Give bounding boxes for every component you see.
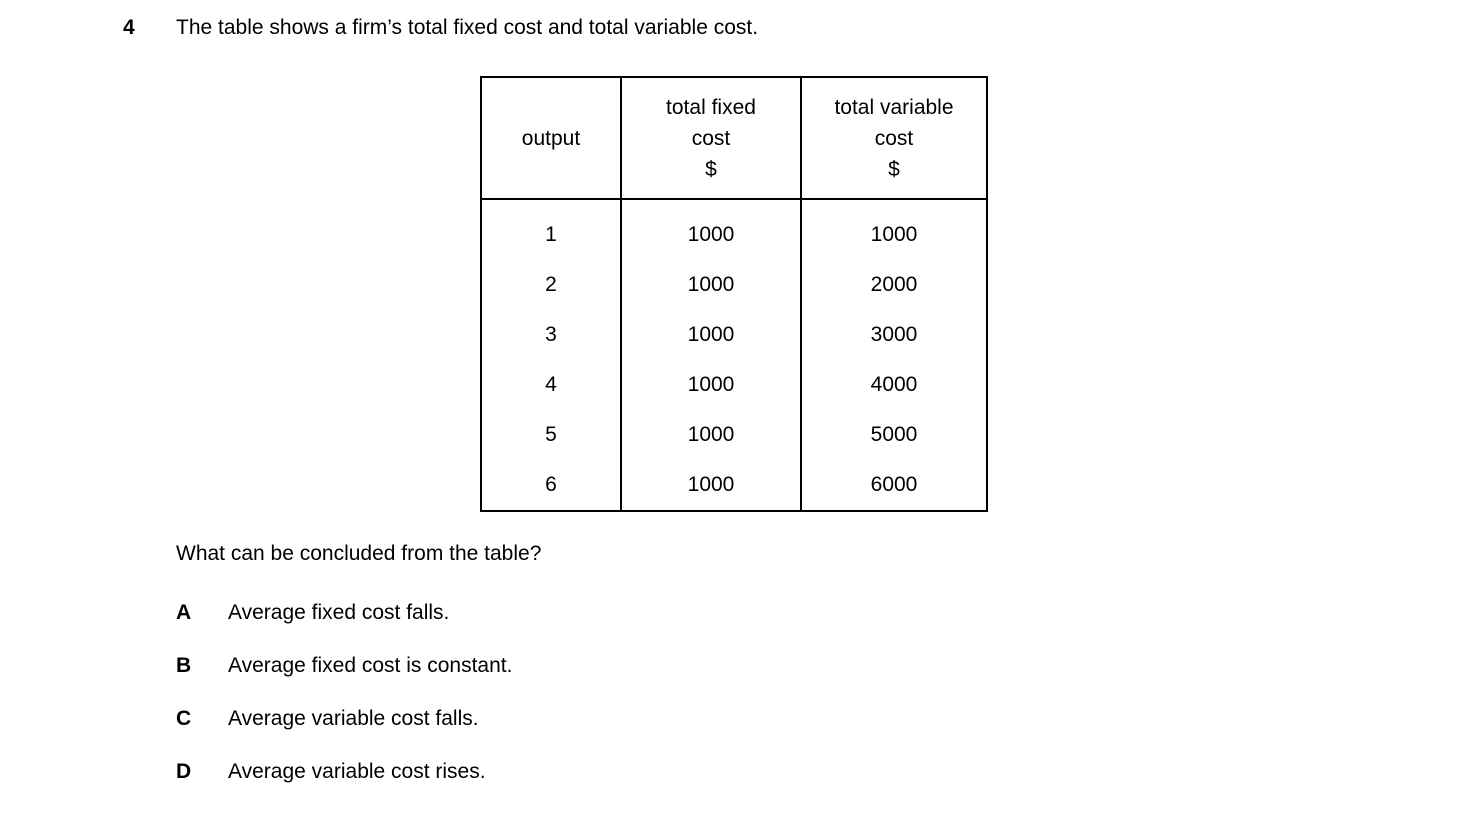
question-stem: The table shows a firm’s total fixed cost and total variable cost.: [176, 16, 759, 39]
option-c-letter: C: [176, 707, 192, 730]
table-row: [481, 310, 987, 360]
cell-output: 1: [481, 199, 621, 260]
option-a: [176, 601, 512, 624]
question-number: 4: [123, 16, 135, 39]
cell-total-fixed-cost: 1000: [621, 260, 801, 310]
option-b: [176, 654, 512, 677]
tfc-header-line2: cost: [691, 126, 731, 150]
cell-total-variable-cost: 5000: [801, 410, 987, 460]
cell-total-variable-cost: 6000: [801, 460, 987, 511]
cell-total-fixed-cost: 1000: [621, 410, 801, 460]
col-header-total-fixed-cost: [621, 77, 801, 199]
table-header-row: [481, 77, 987, 199]
col-header-output-label: output: [521, 126, 581, 150]
option-a-text: Average fixed cost falls.: [228, 601, 450, 624]
options-list: [176, 601, 512, 813]
cell-total-fixed-cost: 1000: [621, 310, 801, 360]
cell-total-fixed-cost: 1000: [621, 360, 801, 410]
tvc-header-line1: total variable: [834, 95, 954, 119]
tvc-header-line2: cost: [874, 126, 914, 150]
tfc-header-line1: total fixed: [666, 95, 756, 119]
option-d-text: Average variable cost rises.: [228, 760, 486, 783]
cell-total-variable-cost: 3000: [801, 310, 987, 360]
cell-total-variable-cost: 2000: [801, 260, 987, 310]
option-c: [176, 707, 512, 730]
option-b-letter: B: [176, 654, 192, 677]
cost-table: [480, 76, 988, 512]
tfc-header-unit: $: [705, 157, 717, 181]
question-header: [123, 16, 758, 40]
option-b-text: Average fixed cost is constant.: [228, 654, 513, 677]
cell-output: 6: [481, 460, 621, 511]
cell-total-fixed-cost: 1000: [621, 199, 801, 260]
option-a-letter: A: [176, 601, 192, 624]
table-row: [481, 260, 987, 310]
tvc-header-unit: $: [888, 157, 900, 181]
option-d: [176, 760, 512, 783]
cell-output: 2: [481, 260, 621, 310]
cell-total-fixed-cost: 1000: [621, 460, 801, 511]
col-header-output: [481, 77, 621, 199]
cell-output: 5: [481, 410, 621, 460]
cell-output: 4: [481, 360, 621, 410]
cell-total-variable-cost: 1000: [801, 199, 987, 260]
option-c-text: Average variable cost falls.: [228, 707, 479, 730]
table-row: [481, 360, 987, 410]
question-prompt: What can be concluded from the table?: [176, 542, 542, 565]
option-d-letter: D: [176, 760, 192, 783]
table-row: [481, 410, 987, 460]
col-header-total-variable-cost: [801, 77, 987, 199]
table-row: [481, 460, 987, 511]
cell-total-variable-cost: 4000: [801, 360, 987, 410]
table-row: [481, 199, 987, 260]
cell-output: 3: [481, 310, 621, 360]
